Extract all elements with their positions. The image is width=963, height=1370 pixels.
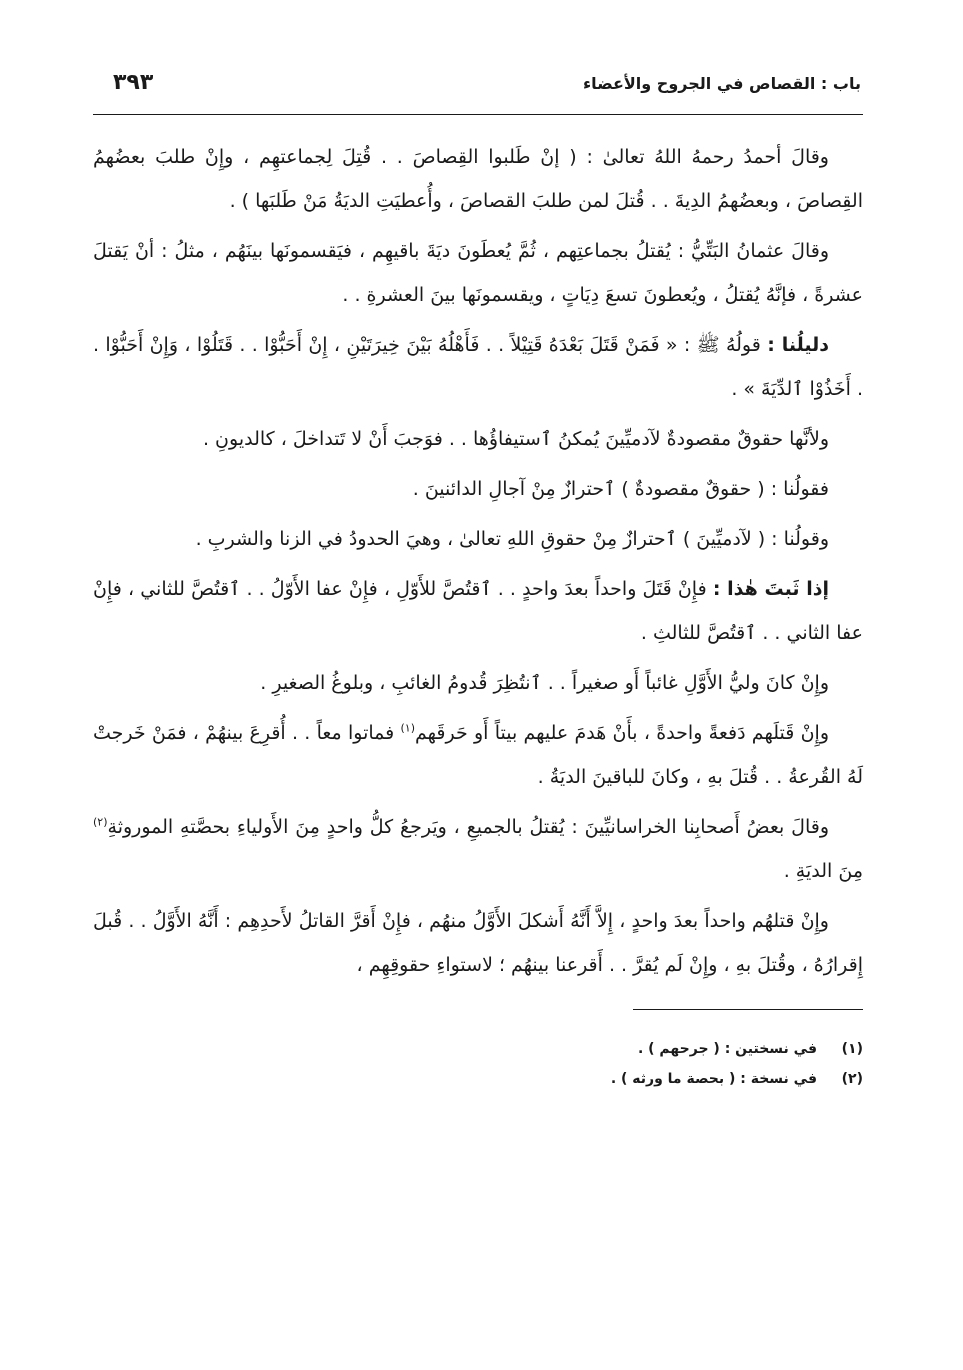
paragraph-1 [93, 135, 863, 223]
paragraph-7 [93, 567, 863, 655]
footnote-2 [93, 1064, 863, 1094]
paragraph-text: قولُهُ ﷺ : « فَمَنْ قَتَلَ بَعْدَهُ قَتِيْلاً . . فَأَهْلُهُ بَيْنَ خِيرَتَيْنِ ، إِنْ أَحَبُّوْا . . قَتَلُوْا ، وَإِنْ أَحَبُّوْا . . أَخَذُوْا ٱلدِّيَةَ » . [93, 334, 863, 400]
paragraph-text: فإِنْ قَتَلَ واحداً بعدَ واحدٍ . . ٱقتُصَّ للأَوّلِ ، فإِنْ عفا الأَوّلُ . . ٱقتُصَّ للثاني ، فإِنْ عفا الثاني . . ٱقتُصَّ للثالثِ . [93, 578, 863, 644]
footnote-number: (١) [841, 1041, 863, 1057]
paragraph-text: فقولُنا : ( حقوقٌ مقصودةٌ ) ٱحترازٌ مِنْ آجالِ الدائنينَ . [412, 478, 829, 500]
paragraph-5 [93, 467, 863, 511]
footnote-ref[interactable]: (١) [400, 721, 415, 735]
paragraph-text: ولأنَّها حقوقٌ مقصودةٌ لآدميِّينَ يُمكنُ ٱستيفاؤُها . . فوَجبَ أَنْ لا تَتداخلَ ، كالديونِ . [202, 428, 829, 450]
chapter-title: باب : القصاص في الجروح والأعضاء [583, 74, 861, 93]
footnotes [93, 1034, 863, 1094]
page-number: ٣٩٣ [113, 70, 154, 95]
paragraph-text: وإِنْ قتلهُم واحداً بعدَ واحدٍ ، إِلاَّ أَنَّهُ أَشكلَ الأَوَّلُ منهُم ، فإِنْ أَقرَّ القاتلُ لأَحدِهِم : أَنَّهُ الأَوَّلُ . . قُبلَ إِقرارُهُ ، وقُتلَ بهِ ، وإِنْ لَم يُقرَّ . . أَقرعنا بينهُم ؛ لاستواءِ حقوقِهِم ، [93, 910, 863, 976]
paragraph-text: وإِنْ قَتلَهم دَفعةً واحدةً ، بأَنْ هَدمَ عليهم بيتاً أَو حَرقَهم [415, 722, 829, 744]
paragraph-text: وقالَ عثمانُ البَتِّيُّ : يُقتلُ بجماعتِهم ، ثُمَّ يُعطَونَ ديَةَ باقيهِم ، فيَقسمونَها بينَهُم ، مثلُ : أنْ يَقتلَ عشرةً ، فإنَّهُ يُقتلُ ، ويُعطونَ تسعَ دِيَاتٍ ، ويقسمونَها بينَ العشرةِ . . [93, 240, 863, 306]
paragraph-11 [93, 899, 863, 987]
paragraph-8 [93, 661, 863, 705]
paragraph-text-after: فماتوا معاً . . أُقرِعَ بينهُمْ ، فمَنْ خَرجتْ لَهُ القُرعةُ . . قُتلَ بهِ ، وكانَ للباقينَ الديَةُ . [93, 722, 863, 788]
footnote-text: في نسختين : ( جرحهم ) . [637, 1041, 817, 1057]
paragraph-text-after: مِنَ الديَةِ . [783, 860, 863, 882]
paragraph-text: وقالَ بعضُ أَصحابِنا الخراسانيِّينَ : يُقتلُ بالجميعِ ، ويَرجعُ كلُّ واحدٍ مِنَ الأَولياءِ بحصَّتهِ الموروثةِ [107, 816, 829, 838]
paragraph-2 [93, 229, 863, 317]
book-page [93, 70, 863, 1094]
paragraph-lead: دليلُنا : [767, 334, 829, 356]
paragraph-text: وإِنْ كانَ وليُّ الأَوَّلِ غائباً أَو صغيراً . . ٱنتُظِرَ قُدومُ الغائبِ ، وبلوغُ الصغيرِ . [260, 672, 829, 694]
paragraph-text: وقالَ أحمدُ رحمهُ اللهُ تعالىٰ : ( إنْ طَلبوا القِصاصَ . . قُتِلَ لِجماعتهِم ، وإِنْ طلبَ بعضُهمُ القِصاصَ ، وبعضُهمُ الدِيةَ . . قُتلَ لمن طلبَ القصاصَ ، وأُعطيَتِ الديَةُ مَنْ طَلبَها ) . [93, 146, 863, 212]
footnote-divider [633, 1009, 863, 1010]
paragraph-6 [93, 517, 863, 561]
footnote-number: (٢) [841, 1071, 863, 1087]
footnote-text: في نسخة : ( بحصة ما ورثه ) . [610, 1071, 817, 1087]
paragraph-lead: إذا ثَبتَ هٰذا : [712, 578, 829, 600]
running-header [93, 70, 863, 115]
paragraph-text: وقولُنا : ( لآدميِّينَ ) ٱحترازٌ مِنْ حقوقِ اللهِ تعالىٰ ، وهيَ الحدودُ في الزنا والشربِ . [195, 528, 829, 550]
paragraph-3 [93, 323, 863, 411]
footnote-ref[interactable]: (٢) [93, 815, 108, 829]
paragraph-9 [93, 711, 863, 799]
footnote-1 [93, 1034, 863, 1064]
main-text [93, 135, 863, 987]
paragraph-4 [93, 417, 863, 461]
paragraph-10 [93, 805, 863, 893]
